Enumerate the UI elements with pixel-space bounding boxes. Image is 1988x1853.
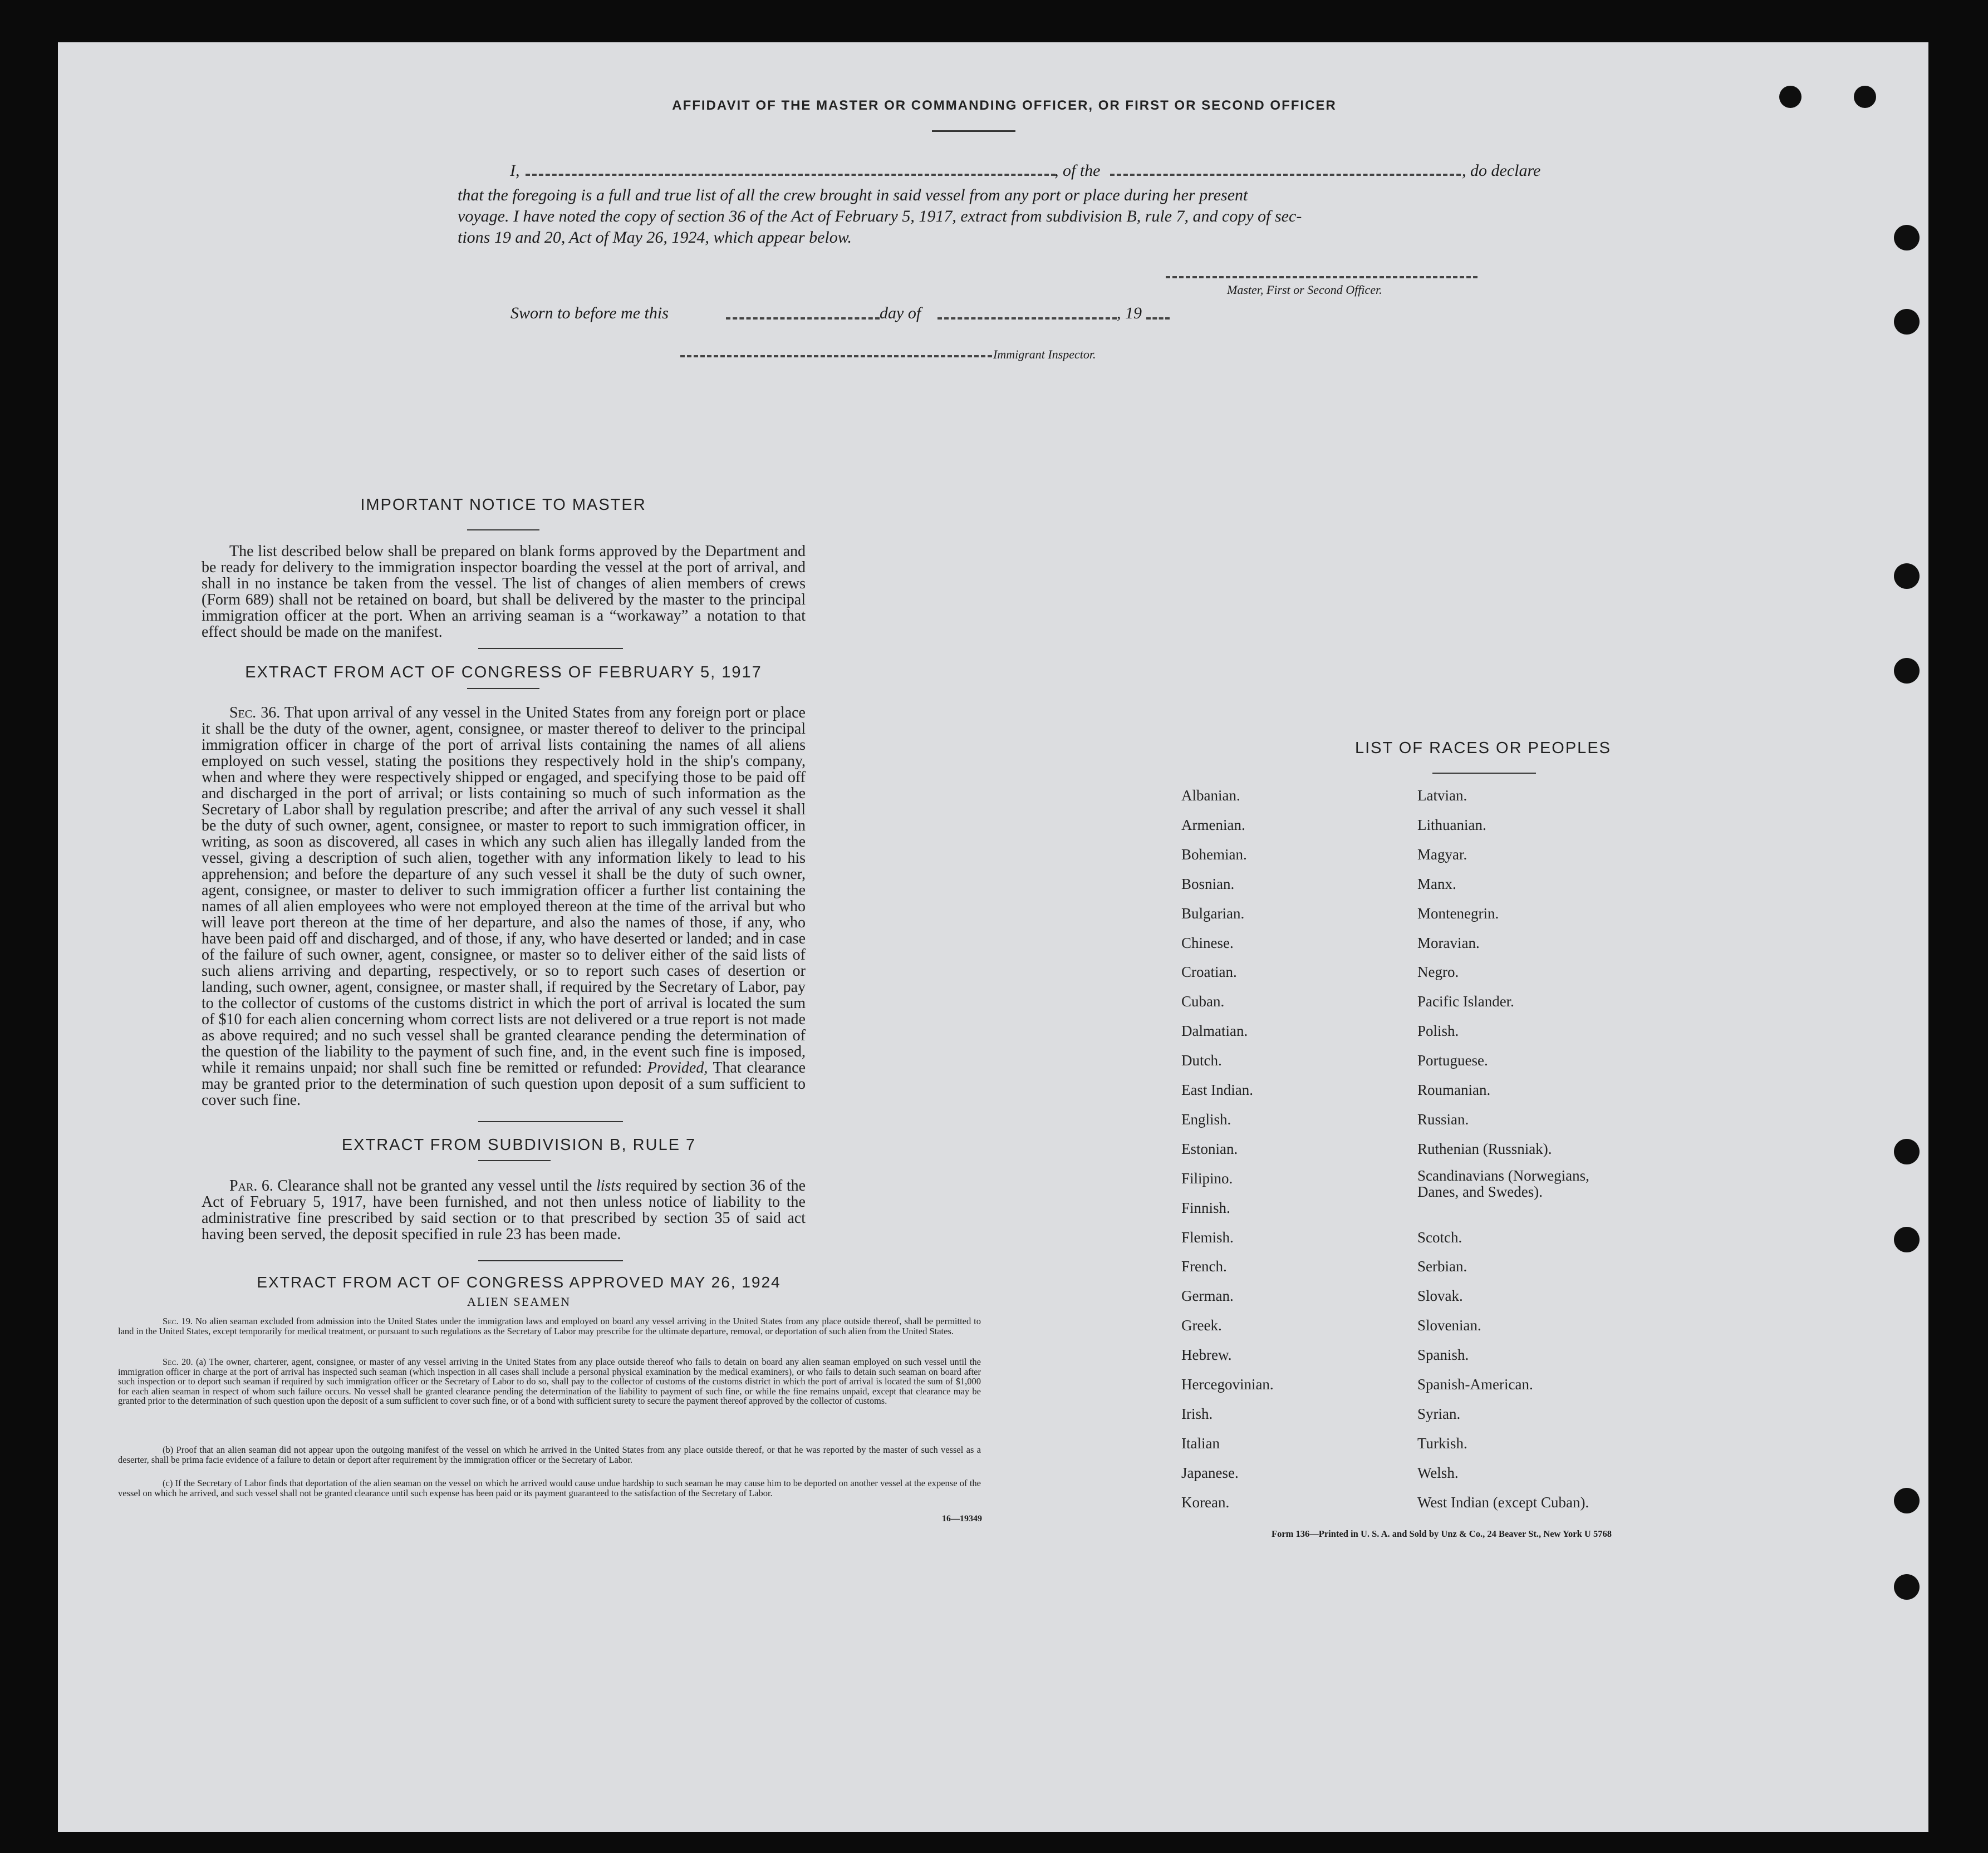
provided-word: Provided, — [647, 1059, 708, 1077]
lists-word: lists — [596, 1177, 622, 1195]
section-36-body: That upon arrival of any vessel in the United States from any foreign port or place it shall be the duty of the owner, agent, consignee, or master thereof to deliver to the principal immigration officer in charge of the port of arrival lists containing the names of all aliens employed on such vessel, stating the positions they respectively hold in the ship's company, when and where they were respectively shipped or engaged, and specifying those to be paid off and discharged in the port of arrival; or lists containing so much of such information as the Secretary of Labor shall by regulation prescribe; and after the arrival of any such vessel it shall be the duty of such owner, agent, consignee, or master to report to such immigration officer, in writing, as soon as discovered, all cases in which any such alien has illegally landed from the vessel, giving a description of such alien, together with any information likely to lead to his apprehension; and before the departure of any such vessel it shall be the duty of such owner, agent, consignee, or master to deliver to such immigration officer a further list containing the names of all alien employees who were not employed thereon at the time of the arrival but who will leave port thereon at the time of her departure, and also the names of those, if any, who have been paid off and discharged, and of those, if any, who have deserted or landed; and in case of the failure of such owner, agent, consignee, or master so to deliver either of the said lists of such aliens arriving and departing, respectively, or so to report such cases of desertion or landing, such owner, agent, consignee, or master shall, if required by the Secretary of Labor, pay to the collector of customs of the customs district in which the port of arrival is located the sum of $10 for each alien concerning whom correct lists are not delivered or a true report is not made as above required; and no such vessel shall be granted clearance pending the determination of the question of the liability to the payment of such fine, and, in the event such fine is imposed, while it remains unpaid; nor shall such fine be remitted or refunded: — [202, 704, 806, 1077]
race-item: Cuban. — [1181, 993, 1225, 1010]
race-item: Montenegrin. — [1417, 905, 1499, 922]
race-item: Bohemian. — [1181, 846, 1247, 863]
document-page — [58, 42, 1928, 1832]
binder-hole — [1894, 1139, 1920, 1164]
race-item: French. — [1181, 1258, 1227, 1275]
race-item: Spanish. — [1417, 1346, 1469, 1364]
inspector-label: Immigrant Inspector. — [993, 347, 1096, 361]
notice-underline — [467, 529, 539, 530]
race-item: Welsh. — [1417, 1464, 1459, 1481]
binder-hole — [1779, 86, 1802, 108]
sworn-text: Sworn to before me this — [511, 304, 669, 322]
race-item: Ruthenian (Russniak). — [1417, 1140, 1552, 1157]
sec-20c-text: (c) If the Secretary of Labor finds that deportation of the alien seaman on the vessel on which he arrived would cause undue hardship to such seaman he may cause him to be deported on another vessel at the expense of the vessel on which he arrived, and such vessel shall not be granted clearance until such expense has been paid or its payment guaranteed to the satisfaction of the Secretary of Labor. — [118, 1478, 981, 1498]
race-item: Hercegovinian. — [1181, 1376, 1274, 1393]
race-item: Estonian. — [1181, 1140, 1238, 1157]
binder-hole — [1854, 86, 1876, 108]
title-underline — [932, 130, 1015, 132]
binder-hole — [1894, 1227, 1920, 1252]
sec-20b-text: (b) Proof that an alien seaman did not appear upon the outgoing manifest of the vessel on which he arrived in the United States from any place outside thereof, or that he was reported by the master of such vessel as a deserter, shall be prima facie evidence of a failure to detain or deport after requirement by the immigration officer or the Secretary of Labor. — [118, 1444, 981, 1465]
sec-20a-text — [118, 1357, 981, 1406]
race-item: Scotch. — [1417, 1228, 1462, 1246]
sworn-day-of: day of — [880, 304, 921, 322]
rule7-text — [202, 1178, 806, 1242]
extract-1917-underline — [467, 688, 539, 689]
race-item: Negro. — [1417, 964, 1459, 981]
race-item: Magyar. — [1417, 846, 1467, 863]
sworn-year: , 19 — [1117, 304, 1142, 322]
extract-1917-text — [202, 705, 806, 1108]
affidavit-title: AFFIDAVIT OF THE MASTER OR COMMANDING OFFICER, OR FIRST OR SECOND OFFICER — [672, 98, 1337, 113]
race-item: Irish. — [1181, 1405, 1213, 1422]
race-item: Serbian. — [1417, 1258, 1467, 1275]
binder-hole — [1894, 1488, 1920, 1513]
race-item: Croatian. — [1181, 964, 1237, 981]
affidavit-line1-i: I, — [510, 161, 520, 180]
name-blank[interactable] — [526, 174, 1056, 176]
affidavit-text-line3: voyage. I have noted the copy of section 36 of the Act of February 5, 1917, extract from subdivision B, rule 7, and copy of sec- — [458, 207, 1302, 225]
race-item: Lithuanian. — [1417, 816, 1486, 833]
sworn-month-blank[interactable] — [937, 317, 1117, 320]
race-item: Syrian. — [1417, 1405, 1461, 1422]
race-item: Manx. — [1417, 875, 1456, 892]
race-item: Dalmatian. — [1181, 1023, 1248, 1040]
par-6-label: Par. 6. — [229, 1177, 273, 1195]
rule7-underline — [478, 1160, 551, 1161]
inspector-signature-line[interactable] — [680, 355, 992, 357]
sworn-year-blank[interactable] — [1146, 317, 1170, 320]
race-item: West Indian (except Cuban). — [1417, 1493, 1589, 1511]
race-item: Slovenian. — [1417, 1317, 1481, 1334]
race-item: Polish. — [1417, 1023, 1459, 1040]
race-item: Turkish. — [1417, 1434, 1467, 1452]
race-item: English. — [1181, 1110, 1231, 1128]
race-item: Scandinavians (Norwegians, Danes, and Swedes). — [1417, 1167, 1589, 1200]
vessel-blank[interactable] — [1110, 174, 1461, 176]
sec-19-label: Sec. 19. — [163, 1316, 193, 1326]
notice-text: The list described below shall be prepared on blank forms approved by the Department and be ready for delivery to the immigration inspector boarding the vessel at the port of arrival, and shall in no instance be taken from the vessel. The list of changes of alien members of crews (Form 689) shall not be retained on board, but shall be delivered by the master to the principal immigration officer at the port. When an arriving seaman is a “workaway” a notation to that effect should be made on the manifest. — [202, 543, 806, 641]
divider-3 — [478, 1260, 623, 1261]
race-item: Armenian. — [1181, 816, 1245, 833]
binder-hole — [1894, 225, 1920, 250]
races-title: LIST OF RACES OR PEOPLES — [1354, 739, 1612, 757]
extract-1924-title: EXTRACT FROM ACT OF CONGRESS APPROVED MAY 26, 1924 — [257, 1274, 781, 1291]
race-item: Moravian. — [1417, 934, 1480, 951]
binder-hole — [1894, 1574, 1920, 1600]
sec-19-body: No alien seaman excluded from admission into the United States under the immigration laws and employed on board any vessel arriving in the United States from any place outside thereof, shall be permitted to land in the United States, except temporarily for medical treatment, or pursuant to such regulations as the Secretary of Labor may prescribe for the ultimate departure, removal, or deportation of such alien from the United States. — [118, 1316, 981, 1336]
race-item: Russian. — [1417, 1110, 1469, 1128]
divider-1 — [478, 648, 623, 649]
rule7-body-a: Clearance shall not be granted any vessel until the — [277, 1177, 592, 1195]
race-item: Portuguese. — [1417, 1052, 1488, 1069]
affidavit-text-line2: that the foregoing is a full and true list of all the crew brought in said vessel from any port or place during her present — [458, 186, 1248, 204]
section-36-label: Sec. 36. — [229, 704, 281, 721]
race-item: Slovak. — [1417, 1287, 1463, 1305]
race-item: Pacific Islander. — [1417, 993, 1514, 1010]
sec-19-text — [118, 1316, 981, 1336]
form-footer: Form 136—Printed in U. S. A. and Sold by Unz & Co., 24 Beaver St., New York U 5768 — [1272, 1528, 1612, 1539]
race-item: Albanian. — [1181, 787, 1240, 804]
race-item: Greek. — [1181, 1317, 1222, 1334]
race-item: Italian — [1181, 1434, 1220, 1452]
races-underline — [1432, 773, 1536, 774]
alien-seamen-subtitle: ALIEN SEAMEN — [467, 1295, 571, 1309]
race-item: Korean. — [1181, 1493, 1230, 1511]
race-item: Spanish-American. — [1417, 1376, 1533, 1393]
binder-hole — [1894, 563, 1920, 589]
race-item: East Indian. — [1181, 1082, 1253, 1098]
sec-20-label: Sec. 20. — [163, 1356, 193, 1367]
affidavit-of-the: , of the — [1054, 161, 1101, 180]
master-signature-label: Master, First or Second Officer. — [1227, 283, 1382, 297]
divider-2 — [478, 1121, 623, 1122]
race-item: German. — [1181, 1287, 1234, 1305]
affidavit-declare: , do declare — [1462, 161, 1541, 180]
rule7-title: EXTRACT FROM SUBDIVISION B, RULE 7 — [341, 1136, 696, 1154]
affidavit-text-line4: tions 19 and 20, Act of May 26, 1924, which appear below. — [458, 228, 852, 247]
race-item: Bulgarian. — [1181, 905, 1245, 922]
race-item: Bosnian. — [1181, 875, 1235, 892]
race-item: Chinese. — [1181, 934, 1234, 951]
race-item: Finnish. — [1181, 1199, 1230, 1216]
race-item: Filipino. — [1181, 1169, 1233, 1187]
binder-hole — [1894, 658, 1920, 684]
race-item: Japanese. — [1181, 1464, 1239, 1481]
race-item: Dutch. — [1181, 1052, 1222, 1069]
rule7-body-b: required by section 36 of the Act of February 5, 1917, have been furnished, and not then unless notice of liability to the administrative fine prescribed by said section or to that prescribed by section 35 of said act having been served, the deposit specified in rule 23 has been made. — [202, 1177, 806, 1243]
form-code: 16—19349 — [942, 1514, 982, 1523]
master-signature-line[interactable] — [1166, 276, 1477, 278]
race-item: Roumanian. — [1417, 1082, 1491, 1098]
race-item: Flemish. — [1181, 1228, 1234, 1246]
extract-1917-title: EXTRACT FROM ACT OF CONGRESS OF FEBRUARY 5, 1917 — [245, 663, 762, 681]
race-item: Latvian. — [1417, 787, 1467, 804]
sworn-day-blank[interactable] — [726, 317, 880, 320]
binder-hole — [1894, 309, 1920, 335]
sec-20a-body: (a) The owner, charterer, agent, consignee, or master of any vessel arriving in the United States from any place outside thereof who fails to detain on board any alien seaman employed on such vessel until the immigration officer in charge at the port of arrival has inspected such seaman (which inspection in all cases shall include a personal physical examination by the medical examiners), or who fails to detain such seaman on board after such inspection or to deport such seaman if required by such immigration officer or the Secretary of Labor to do so, shall pay to the collector of customs of the customs district in which the port of arrival is located the sum of $1,000 for each alien seaman in respect of whom such failure occurs. No vessel shall be granted clearance pending the determination of the liability to payment of such fine, or while the fine remains unpaid, except that clearance may be granted prior to the determination of such question upon the deposit of a sum sufficient to cover such fine, or of a bond with sufficient surety to secure the payment thereof approved by the collector of customs. — [118, 1356, 981, 1406]
section-36-end: That clearance may be granted prior to the determination of such question upon deposit of a sum sufficient to cover such fine. — [202, 1059, 806, 1109]
race-item: Hebrew. — [1181, 1346, 1232, 1364]
notice-title: IMPORTANT NOTICE TO MASTER — [360, 496, 646, 514]
